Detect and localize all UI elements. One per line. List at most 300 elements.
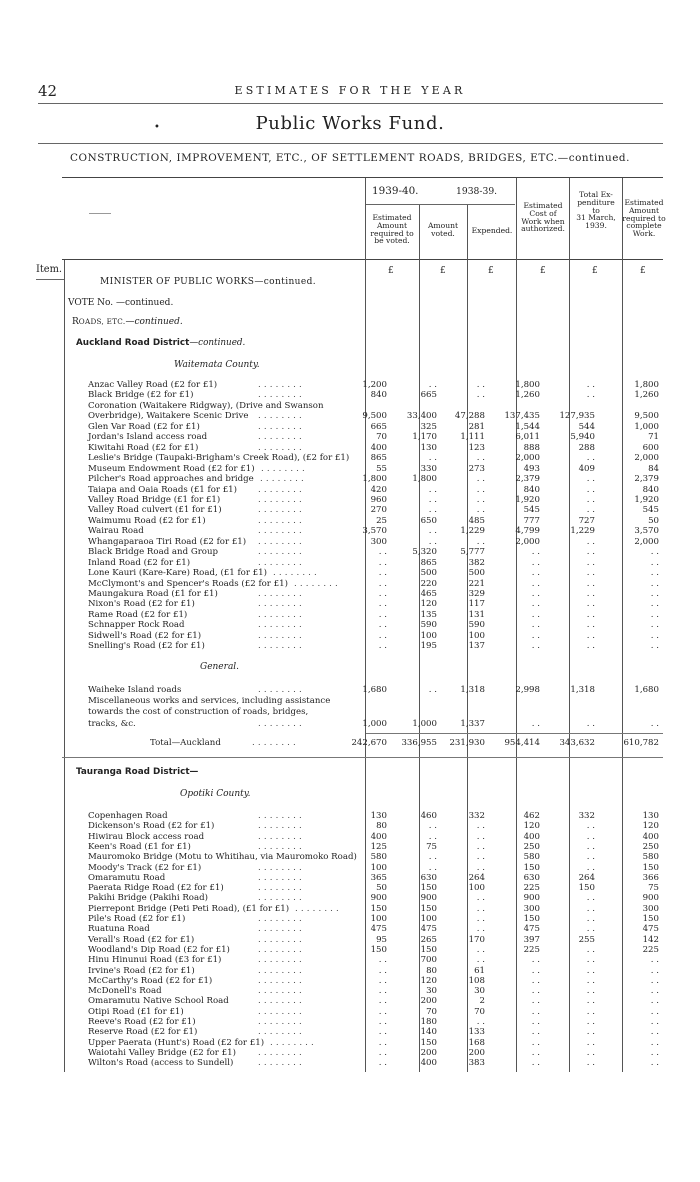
cell-col5: 264 (578, 872, 595, 883)
row-leaders: . . . . . . . . (258, 557, 302, 568)
header-bottom-rule (62, 259, 663, 260)
table-row (0, 443, 700, 453)
table-row (0, 996, 700, 1006)
row-description: Pilcher's Road approaches and bridge (88, 474, 254, 485)
cell-col5: 727 (578, 515, 595, 526)
table-row (0, 1038, 700, 1048)
row-leaders: . . . . . . . . (270, 1037, 314, 1048)
row-description: Overbridge), Waitakere Scenic Drive (88, 411, 249, 422)
table-row (0, 641, 700, 651)
cell-col2: . . (428, 484, 437, 495)
cell-col1: 150 (370, 944, 387, 955)
cell-col4: 225 (523, 944, 540, 955)
cell-col6: 71 (648, 432, 659, 443)
cell-col3: 332 (468, 811, 485, 821)
cell-col4: . . (531, 609, 540, 620)
cell-col5: . . (586, 1047, 595, 1058)
cell-col6: 9,500 (634, 411, 659, 422)
cell-col6: . . (650, 547, 659, 558)
cell-col3: 382 (468, 557, 485, 568)
table-row (0, 719, 700, 729)
cell-col3: . . (476, 924, 485, 935)
cell-col1: . . (378, 609, 387, 620)
cell-col4: 900 (523, 893, 540, 904)
table-row (0, 893, 700, 903)
row-leaders: . . . . . . . . (258, 442, 302, 453)
cell-col1: 420 (370, 484, 387, 495)
page-title: Public Works Fund. (255, 113, 445, 134)
cell-col1: 9,500 (362, 411, 387, 422)
table-row (0, 935, 700, 945)
table-row (0, 464, 700, 474)
currency-col6: £ (640, 266, 646, 276)
table-row (0, 883, 700, 893)
cell-col5: 127,935 (559, 411, 595, 422)
cell-col2: . . (428, 852, 437, 863)
cell-col2: 100 (420, 914, 437, 924)
cell-col3: . . (476, 1017, 485, 1027)
cell-col3: . . (476, 505, 485, 516)
cell-col6: . . (650, 568, 659, 579)
year-header-1938: 1938-39. (456, 186, 498, 197)
cell-col4: 397 (523, 934, 540, 945)
table-row (0, 955, 700, 965)
row-leaders: . . . . . . . . (258, 996, 302, 1007)
cell-col5: . . (586, 996, 595, 1007)
cell-col2: 1,170 (412, 432, 437, 443)
row-leaders: . . . . . . . . (258, 685, 302, 695)
table-row (0, 842, 700, 852)
cell-col3: 47,288 (454, 411, 485, 422)
row-description: Woodland's Dip Road (£2 for £1) (88, 944, 230, 955)
row-leaders: . . . . . . . . (258, 893, 302, 904)
cell-col6: 142 (642, 934, 659, 945)
row-leaders: . . . . . . . . (258, 862, 302, 873)
cell-col4: . . (531, 986, 540, 997)
cell-col2: 130 (420, 442, 437, 453)
cell-col6: . . (650, 718, 659, 729)
cell-col6: 366 (642, 872, 659, 883)
cell-col5: . . (586, 893, 595, 904)
cell-col4: 840 (523, 484, 540, 495)
year-rule (365, 204, 515, 205)
cell-col6: . . (650, 620, 659, 631)
row-description: Dickenson's Road (£2 for £1) (88, 821, 215, 832)
table-row (0, 832, 700, 842)
cell-col2: 475 (420, 924, 437, 935)
row-leaders: . . . . . . . . (258, 1006, 302, 1017)
cell-col2: 75 (426, 841, 437, 852)
cell-col3: 500 (468, 568, 485, 579)
row-description: Snelling's Road (£2 for £1) (88, 641, 205, 652)
row-leaders: . . . . . . . . (258, 484, 302, 495)
cell-col3: . . (476, 380, 485, 390)
cell-col4: 462 (523, 811, 540, 821)
row-description: McDonell's Road (88, 986, 162, 997)
cell-col1: 960 (370, 494, 387, 505)
row-leaders: . . . . . . . . (258, 944, 302, 955)
row-leaders: . . . . . . . . (258, 641, 302, 652)
cell-col1: . . (378, 1017, 387, 1027)
row-description: Anzac Valley Road (£2 for £1) (88, 380, 218, 390)
cell-col1: 665 (370, 421, 387, 432)
cell-col3: 1,318 (460, 685, 485, 695)
row-description: Waiotahi Valley Bridge (£2 for £1) (88, 1047, 236, 1058)
table-row (0, 1007, 700, 1017)
cell-col4: 400 (523, 831, 540, 842)
cell-col3: . . (476, 474, 485, 485)
cell-col3: 100 (468, 630, 485, 641)
cell-col6: . . (650, 599, 659, 610)
cell-col1: . . (378, 599, 387, 610)
row-description: Reserve Road (£2 for £1) (88, 1027, 198, 1038)
cell-col3: . . (476, 944, 485, 955)
row-description: Taiapa and Oaia Roads (£1 for £1) (88, 484, 237, 495)
cell-col1: . . (378, 630, 387, 641)
cell-col6: 250 (642, 841, 659, 852)
row-leaders: . . . . . . . . (294, 578, 338, 589)
cell-col5: . . (586, 1058, 595, 1069)
cell-col2: 465 (420, 589, 437, 599)
cell-col5: . . (586, 975, 595, 986)
cell-col5: . . (586, 841, 595, 852)
cell-col6: 600 (642, 442, 659, 453)
table-row (0, 505, 700, 515)
cell-col2: 80 (426, 965, 437, 976)
cell-col5: . . (586, 380, 595, 390)
cell-col3: . . (476, 494, 485, 505)
row-leaders: . . . . . . . . (258, 831, 302, 842)
cell-col4: . . (531, 955, 540, 966)
cell-col3: 70 (474, 1006, 485, 1017)
cell-col1: . . (378, 1027, 387, 1038)
waitemata-county-heading: Waitemata County. (174, 360, 260, 370)
cell-col1: 400 (370, 831, 387, 842)
cell-col6: 900 (642, 893, 659, 904)
cell-col6: . . (650, 986, 659, 997)
table-subtitle: CONSTRUCTION, IMPROVEMENT, ETC., OF SETTLEMENT ROADS, BRIDGES, ETC.—continued. (70, 152, 630, 164)
cell-col5: . . (586, 589, 595, 599)
cell-col1: . . (378, 568, 387, 579)
cell-col5: . . (586, 474, 595, 485)
cell-col3: . . (476, 893, 485, 904)
cell-col2: 200 (420, 996, 437, 1007)
cell-col6: 3,570 (634, 526, 659, 537)
cell-col2: 120 (420, 975, 437, 986)
row-description: Glen Var Road (£2 for £1) (88, 421, 200, 432)
cell-col2: . . (428, 494, 437, 505)
row-leaders: . . . . . . . . (258, 986, 302, 997)
col-header-estimated-complete: Estimated Amount required to complete Work. (622, 198, 666, 239)
cell-col3: 137 (468, 641, 485, 652)
cell-col1: . . (378, 1047, 387, 1058)
table-row (0, 610, 700, 620)
row-description: Copenhagen Road (88, 811, 168, 821)
cell-col6: 2,000 (634, 453, 659, 464)
cell-col6: . . (650, 609, 659, 620)
cell-col1: 150 (370, 903, 387, 914)
row-description: Black Bridge (£2 for £1) (88, 390, 194, 401)
cell-col6: 400 (642, 831, 659, 842)
item-rule (36, 279, 64, 280)
cell-col4: 475 (523, 924, 540, 935)
cell-col3: 383 (468, 1058, 485, 1069)
row-description: McClymont's and Spencer's Roads (£2 for £1) (88, 578, 288, 589)
cell-col1: 865 (370, 453, 387, 464)
cell-col6: 580 (642, 852, 659, 863)
row-leaders: . . . . . . . . (258, 620, 302, 631)
cell-col1: . . (378, 578, 387, 589)
cell-col2: 70 (426, 1006, 437, 1017)
row-description: Sidwell's Road (£2 for £1) (88, 630, 202, 641)
cell-col6: . . (650, 589, 659, 599)
cell-col5: . . (586, 484, 595, 495)
cell-col4: 580 (523, 852, 540, 863)
cell-col2: . . (428, 685, 437, 695)
cell-col5: 1,229 (570, 526, 595, 537)
cell-col1: 25 (376, 515, 387, 526)
cell-col3: 170 (468, 934, 485, 945)
cell-col3: 485 (468, 515, 485, 526)
cell-col4: . . (531, 1047, 540, 1058)
total-col3: 231,930 (449, 738, 485, 748)
title-mark: • (154, 122, 160, 133)
table-top-rule (62, 177, 663, 178)
cell-col1: 130 (370, 811, 387, 821)
cell-col2: 5,320 (412, 547, 437, 558)
cell-col5: . . (586, 924, 595, 935)
header-rule (38, 103, 663, 104)
cell-col4: . . (531, 718, 540, 729)
cell-col1: 1,800 (362, 474, 387, 485)
total-col2: 336,955 (401, 738, 437, 748)
cell-col4: . . (531, 557, 540, 568)
cell-col2: 665 (420, 390, 437, 401)
cell-col1: 900 (370, 893, 387, 904)
cell-col4: . . (531, 620, 540, 631)
cell-col3: 117 (468, 599, 485, 610)
cell-col6: 1,800 (634, 380, 659, 390)
cell-col2: 150 (420, 883, 437, 894)
cell-col6: 75 (648, 883, 659, 894)
cell-col6: 1,920 (634, 494, 659, 505)
cell-col1: 1,000 (362, 718, 387, 729)
cell-col2: . . (428, 862, 437, 873)
cell-col6: . . (650, 578, 659, 589)
cell-col5: . . (586, 599, 595, 610)
cell-col4: . . (531, 965, 540, 976)
cell-col4: 1,544 (515, 421, 540, 432)
cell-col5: . . (586, 609, 595, 620)
cell-col5: . . (586, 1027, 595, 1038)
cell-col1: 100 (370, 862, 387, 873)
row-leaders: . . . . . . . . (258, 1027, 302, 1038)
row-description: Black Bridge Road and Group (88, 547, 219, 558)
cell-col4: 2,998 (515, 685, 540, 695)
row-leaders: . . . . . . . . (258, 1058, 302, 1069)
table-row (0, 589, 700, 599)
cell-col2: 630 (420, 872, 437, 883)
row-leaders: . . . . . . . . (258, 955, 302, 966)
cell-col5: 409 (578, 463, 595, 474)
cell-col2: . . (428, 821, 437, 832)
cell-col6: 475 (642, 924, 659, 935)
cell-col2: . . (428, 380, 437, 390)
cell-col4: 2,000 (515, 453, 540, 464)
table-row (0, 401, 700, 411)
cell-col2: . . (428, 505, 437, 516)
cell-col6: 225 (642, 944, 659, 955)
cell-col5: 332 (578, 811, 595, 821)
table-row (0, 453, 700, 463)
table-row (0, 914, 700, 924)
table-row (0, 904, 700, 914)
title-rule (38, 143, 663, 144)
table-row (0, 852, 700, 862)
row-description: McCarthy's Road (£2 for £1) (88, 975, 213, 986)
cell-col3: . . (476, 955, 485, 966)
cell-col6: 84 (648, 463, 659, 474)
row-description: Pile's Road (£2 for £1) (88, 914, 186, 924)
cell-col2: 150 (420, 903, 437, 914)
table-row (0, 976, 700, 986)
cell-col3: . . (476, 484, 485, 495)
cell-col6: . . (650, 965, 659, 976)
row-description: towards the cost of construction of roads, bridges, (88, 707, 309, 718)
cell-col5: . . (586, 986, 595, 997)
cell-col4: 6,011 (515, 432, 540, 443)
row-description: Valley Road Bridge (£1 for £1) (88, 494, 221, 505)
cell-col6: . . (650, 996, 659, 1007)
cell-col5: . . (586, 505, 595, 516)
currency-col3: £ (488, 266, 494, 276)
currency-col2: £ (440, 266, 446, 276)
auckland-district-heading: Auckland Road District—continued. (76, 338, 246, 348)
cell-col1: 270 (370, 505, 387, 516)
table-row (0, 1048, 700, 1058)
cell-col4: 225 (523, 883, 540, 894)
table-row (0, 631, 700, 641)
section-rule (62, 757, 663, 758)
cell-col5: . . (586, 955, 595, 966)
cell-col4: . . (531, 589, 540, 599)
cell-col2: 590 (420, 620, 437, 631)
row-leaders: . . . . . . . . (258, 526, 302, 537)
cell-col4: . . (531, 547, 540, 558)
cell-col4: 1,260 (515, 390, 540, 401)
cell-col2: 700 (420, 955, 437, 966)
cell-col4: 493 (523, 463, 540, 474)
cell-col4: 1,800 (515, 380, 540, 390)
cell-col5: . . (586, 494, 595, 505)
row-description: Verall's Road (£2 for £1) (88, 934, 195, 945)
currency-col5: £ (592, 266, 598, 276)
table-row (0, 579, 700, 589)
cell-col3: 329 (468, 589, 485, 599)
cell-col4: 2,000 (515, 536, 540, 547)
cell-col5: . . (586, 944, 595, 955)
currency-col1: £ (388, 266, 394, 276)
cell-col6: . . (650, 641, 659, 652)
table-row (0, 811, 700, 821)
cell-col6: . . (650, 1047, 659, 1058)
table-row (0, 986, 700, 996)
cell-col2: 460 (420, 811, 437, 821)
row-description: Otipi Road (£1 for £1) (88, 1006, 184, 1017)
cell-col4: 2,379 (515, 474, 540, 485)
cell-col5: . . (586, 852, 595, 863)
cell-col3: 281 (468, 421, 485, 432)
cell-col1: . . (378, 641, 387, 652)
cell-col4: . . (531, 1027, 540, 1038)
cell-col3: 200 (468, 1047, 485, 1058)
cell-col5: . . (586, 1037, 595, 1048)
cell-col6: 2,000 (634, 536, 659, 547)
table-row (0, 1017, 700, 1027)
cell-col5: . . (586, 630, 595, 641)
row-description: Museum Endowment Road (£2 for £1) (88, 463, 255, 474)
cell-col1: 840 (370, 390, 387, 401)
cell-col3: . . (476, 852, 485, 863)
cell-col3: 264 (468, 872, 485, 883)
cell-col2: 195 (420, 641, 437, 652)
cell-col4: 4,799 (515, 526, 540, 537)
cell-col4: . . (531, 641, 540, 652)
cell-col3: . . (476, 536, 485, 547)
table-row (0, 599, 700, 609)
cell-col2: 33,400 (406, 411, 437, 422)
row-leaders: . . . . . . . . (258, 934, 302, 945)
table-row (0, 495, 700, 505)
table-row (0, 537, 700, 547)
cell-col6: 300 (642, 903, 659, 914)
row-description: Omaramutu Road (88, 872, 166, 883)
cell-col1: 3,570 (362, 526, 387, 537)
row-leaders: . . . . . . . . (258, 536, 302, 547)
row-description: Rame Road (£2 for £1) (88, 609, 188, 620)
table-row (0, 474, 700, 484)
cell-col4: . . (531, 975, 540, 986)
cell-col2: 220 (420, 578, 437, 589)
row-description: Hinu Hinunui Road (£3 for £1) (88, 955, 222, 966)
row-leaders: . . . . . . . . (258, 505, 302, 516)
cell-col1: 1,680 (362, 685, 387, 695)
cell-col4: 630 (523, 872, 540, 883)
cell-col3: 133 (468, 1027, 485, 1038)
general-heading: General. (200, 662, 240, 672)
total-col5: 343,632 (559, 738, 595, 748)
cell-col2: 265 (420, 934, 437, 945)
cell-col4: 545 (523, 505, 540, 516)
row-description: Moody's Track (£2 for £1) (88, 862, 202, 873)
table-row (0, 1027, 700, 1037)
cell-col2: . . (428, 831, 437, 842)
cell-col3: 131 (468, 609, 485, 620)
table-row (0, 873, 700, 883)
cell-col3: 1,229 (460, 526, 485, 537)
cell-col6: . . (650, 1017, 659, 1027)
row-description: Omaramutu Native School Road (88, 996, 229, 1007)
table-row (0, 1058, 700, 1068)
row-description: Nixon's Road (£2 for £1) (88, 599, 195, 610)
row-description: Paerata Ridge Road (£2 for £1) (88, 883, 224, 894)
col-header-estimated-required: Estimated Amount required to be voted. (370, 213, 414, 246)
row-leaders: . . . . . . . . (258, 883, 302, 894)
cell-col6: 130 (642, 811, 659, 821)
cell-col5: 150 (578, 883, 595, 894)
cell-col6: . . (650, 630, 659, 641)
cell-col6: . . (650, 557, 659, 568)
